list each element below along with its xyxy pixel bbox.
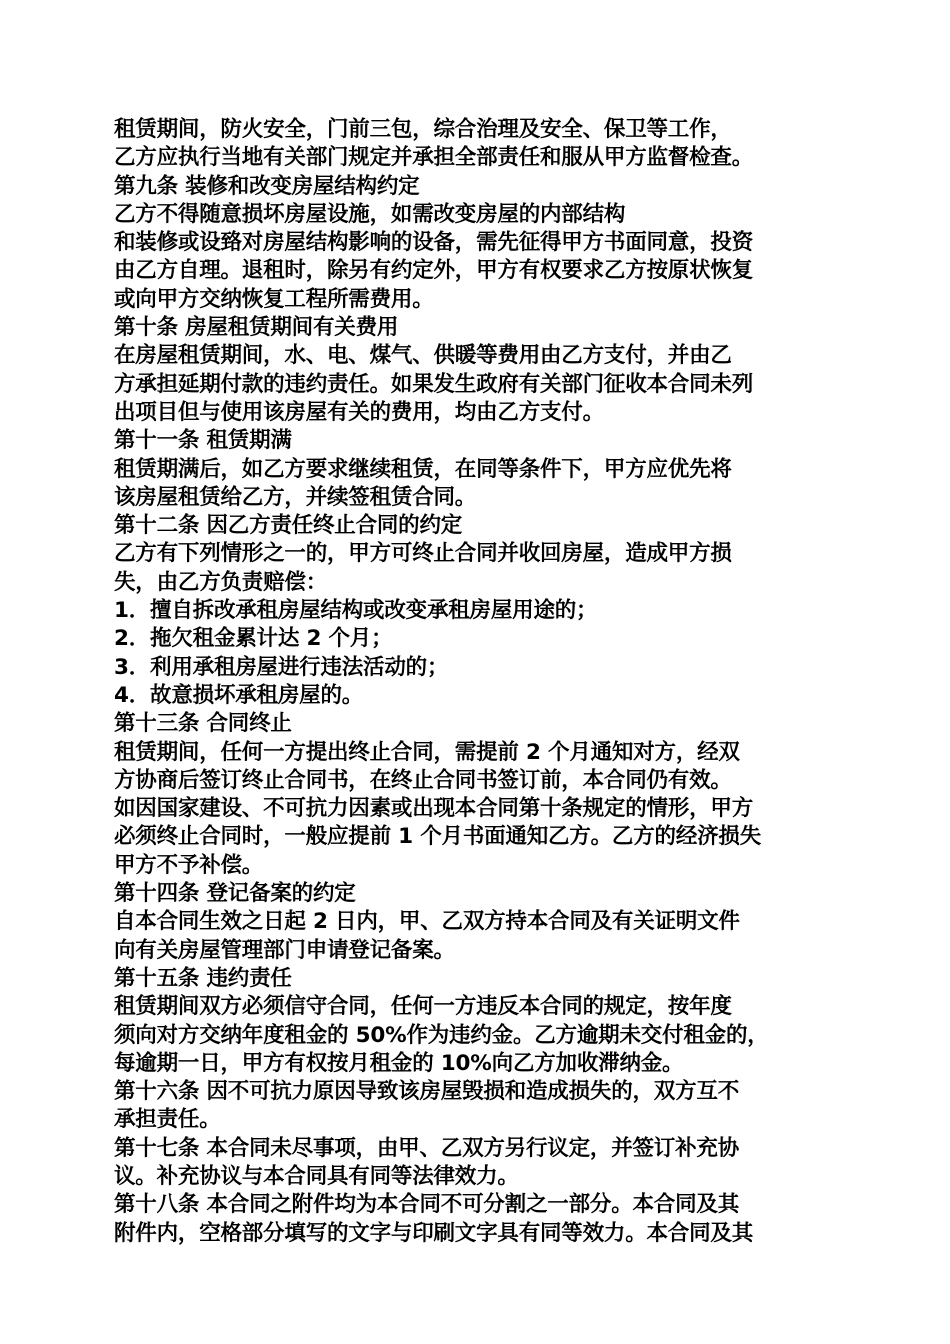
text-line: 租赁期间双方必须信守合同，任何一方违反本合同的规定，按年度 xyxy=(114,994,732,1020)
section-heading: 第十二条 因乙方责任终止合同的约定 xyxy=(114,513,463,539)
section-heading: 第十条 房屋租赁期间有关费用 xyxy=(114,315,399,341)
list-item: 2．拖欠租金累计达 2 个月； xyxy=(114,626,393,652)
text-line: 须向对方交纳年度租金的 50%作为违约金。乙方逾期未交付租金的， xyxy=(114,1022,769,1048)
section-heading: 第十三条 合同终止 xyxy=(114,711,292,737)
text-line: 租赁期满后，如乙方要求继续租赁，在同等条件下，甲方应优先将 xyxy=(114,456,732,482)
text-line: 每逾期一日，甲方有权按月租金的 10%向乙方加收滞纳金。 xyxy=(114,1050,684,1076)
section-heading: 第十四条 登记备案的约定 xyxy=(114,881,356,907)
text-line: 方承担延期付款的违约责任。如果发生政府有关部门征收本合同未列 xyxy=(114,371,754,397)
text-line: 或向甲方交纳恢复工程所需费用。 xyxy=(114,286,434,312)
text-line: 必须终止合同时，一般应提前 1 个月书面通知乙方。乙方的经济损失 xyxy=(114,824,762,850)
document-body xyxy=(114,116,840,1248)
section-heading: 第十八条 本合同之附件均为本合同不可分割之一部分。本合同及其 xyxy=(114,1192,739,1218)
text-line: 自本合同生效之日起 2 日内，甲、乙双方持本合同及有关证明文件 xyxy=(114,909,740,935)
text-line: 和装修或设臵对房屋结构影响的设备，需先征得甲方书面同意，投资 xyxy=(114,230,754,256)
text-line: 出项目但与使用该房屋有关的费用，均由乙方支付。 xyxy=(114,399,604,425)
list-item: 1．擅自拆改承租房屋结构或改变承租房屋用途的； xyxy=(114,598,598,624)
section-heading: 第十一条 租赁期满 xyxy=(114,428,292,454)
text-line: 乙方有下列情形之一的，甲方可终止合同并收回房屋，造成甲方损 xyxy=(114,541,732,567)
text-line: 乙方不得随意损坏房屋设施，如需改变房屋的内部结构 xyxy=(114,201,626,227)
section-heading: 第十五条 违约责任 xyxy=(114,965,292,991)
section-heading: 第十七条 本合同未尽事项，由甲、乙双方另行议定，并签订补充协 xyxy=(114,1135,739,1161)
text-line: 如因国家建设、不可抗力因素或出现本合同第十条规定的情形，甲方 xyxy=(114,796,754,822)
text-line: 附件内，空格部分填写的文字与印刷文字具有同等效力。本合同及其 xyxy=(114,1220,754,1246)
text-line: 乙方应执行当地有关部门规定并承担全部责任和服从甲方监督检查。 xyxy=(114,145,754,171)
text-line: 失，由乙方负责赔偿： xyxy=(114,569,328,595)
section-heading: 第十六条 因不可抗力原因导致该房屋毁损和造成损失的，双方互不 xyxy=(114,1079,739,1105)
text-line: 租赁期间，任何一方提出终止合同，需提前 2 个月通知对方，经双 xyxy=(114,739,740,765)
text-line: 甲方不予补偿。 xyxy=(114,852,264,878)
text-line: 该房屋租赁给乙方，并续签租赁合同。 xyxy=(114,484,477,510)
text-line: 向有关房屋管理部门申请登记备案。 xyxy=(114,937,455,963)
text-line: 承担责任。 xyxy=(114,1107,221,1133)
text-line: 由乙方自理。退租时，除另有约定外，甲方有权要求乙方按原状恢复 xyxy=(114,258,754,284)
text-line: 方协商后签订终止合同书，在终止合同书签订前，本合同仍有效。 xyxy=(114,767,732,793)
text-line: 在房屋租赁期间，水、电、煤气、供暖等费用由乙方支付，并由乙 xyxy=(114,343,732,369)
section-heading: 第九条 装修和改变房屋结构约定 xyxy=(114,173,420,199)
list-item: 4．故意损坏承租房屋的。 xyxy=(114,682,364,708)
text-line: 租赁期间，防火安全，门前三包，综合治理及安全、保卫等工作， xyxy=(114,117,732,142)
text-line: 议。补充协议与本合同具有同等法律效力。 xyxy=(114,1163,519,1189)
list-item: 3．利用承租房屋进行违法活动的； xyxy=(114,654,449,680)
